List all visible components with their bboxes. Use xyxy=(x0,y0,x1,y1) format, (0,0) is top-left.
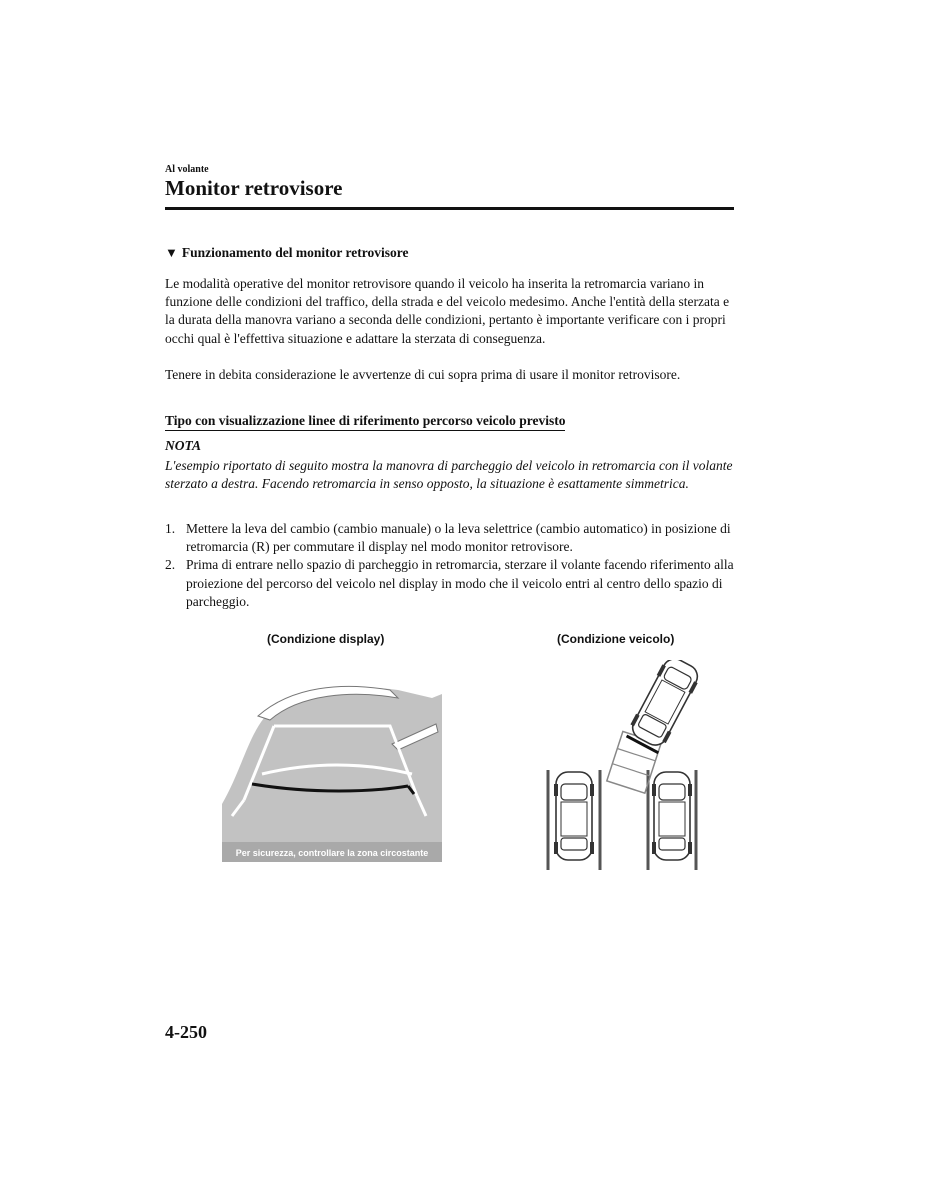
note-text: L'esempio riportato di seguito mostra la manovra di parcheggio del veicolo in retromarcia con il volante sterzato a destra. Facendo retromarcia in senso opposto, la situazione è esattamente simmetrica. xyxy=(165,458,733,492)
rear-monitor-display-illustration xyxy=(222,678,442,862)
vehicle-caption: (Condizione veicolo) xyxy=(557,632,675,646)
display-caption: (Condizione display) xyxy=(267,632,385,646)
steps-list xyxy=(165,520,737,611)
warning-text: Per sicurezza, controllare la zona circostante xyxy=(235,848,429,858)
step-number: 2. xyxy=(165,557,176,573)
subsection-heading-text: Funzionamento del monitor retrovisore xyxy=(181,245,409,260)
page-title: Monitor retrovisore xyxy=(165,176,343,200)
step-item xyxy=(165,520,737,556)
caution-paragraph: Tenere in debita considerazione le avvertenze di cui sopra prima di usare il monitor retrovisore. xyxy=(165,367,681,382)
vehicle-position-illustration xyxy=(540,660,710,872)
step-number: 1. xyxy=(165,521,176,536)
triangle-down-icon: ▼ xyxy=(165,245,178,260)
parked-car-left xyxy=(554,772,594,860)
page-number: 4-250 xyxy=(165,1022,207,1042)
intro-paragraph: Le modalità operative del monitor retrovisore quando il veicolo ha inserita la retromarcia variano in funzione delle condizioni del traffico, della strada e del veicolo medesimo. Anche l'entità della sterzata e la durata della manovra variano a seconda delle condizioni, pertanto è importante verificare con i propri occhi qual è l'effettiva situazione e adattare la sterzata di conseguenza. xyxy=(165,276,730,346)
step-text: Prima di entrare nello spazio di parcheggio in retromarcia, sterzare il volante facendo riferimento alla proiezione del percorso del veicolo nel display in modo che il veicolo entri al centro dello spazio di parcheggio. xyxy=(186,557,734,609)
step-text: Mettere la leva del cambio (cambio manuale) o la leva selettrice (cambio automatico) in posizione di retromarcia (R) per commutare il display nel modo monitor retrovisore. xyxy=(186,521,731,555)
guide-lines-heading: Tipo con visualizzazione linee di riferimento percorso veicolo previsto xyxy=(165,413,565,431)
step-item xyxy=(165,556,737,611)
parked-car-right xyxy=(652,772,692,860)
section-label: Al volante xyxy=(165,164,209,175)
note-title: NOTA xyxy=(165,438,202,453)
reversing-car xyxy=(625,660,704,754)
subsection-heading xyxy=(165,245,408,261)
title-divider xyxy=(165,207,734,210)
